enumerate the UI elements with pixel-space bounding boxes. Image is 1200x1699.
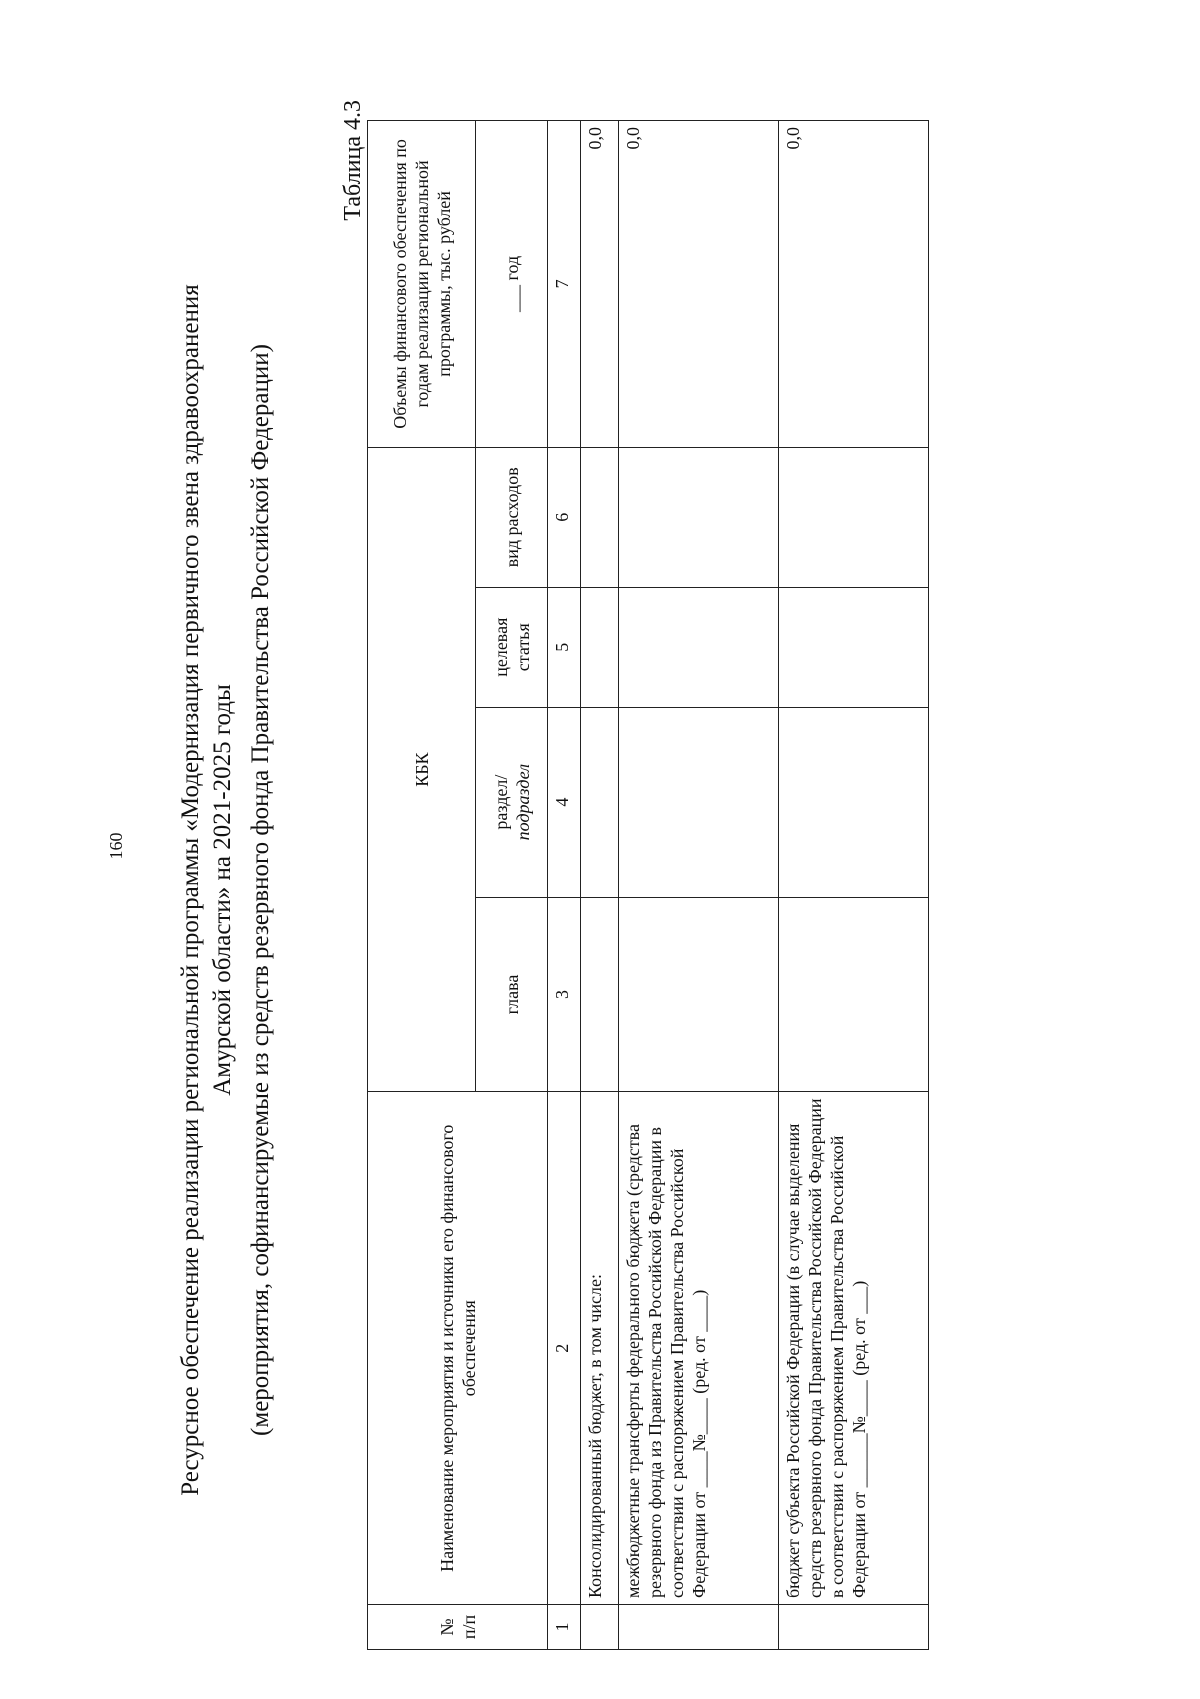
row-name: межбюджетные трансферты федерального бюджета (средства резервного фонда из Правительства Российской Федерации в соответствии с распоряжением Правительства Российской Федерации от ____№____ (ред. от ____) xyxy=(619,1092,779,1605)
row-num-cell xyxy=(581,1605,619,1650)
row-celevaya-cell xyxy=(779,587,929,707)
row-razdel-cell xyxy=(779,707,929,897)
column-number: 5 xyxy=(548,587,581,707)
column-number: 7 xyxy=(548,121,581,448)
title-line-1: Ресурсное обеспечение реализации региональной программы «Модернизация первичного звена здравоохранения xyxy=(177,284,204,1496)
row-glava-cell xyxy=(779,897,929,1092)
row-value: 0,0 xyxy=(581,121,619,448)
row-value: 0,0 xyxy=(619,121,779,448)
row-glava-cell xyxy=(581,897,619,1092)
row-vid-cell xyxy=(619,447,779,587)
header-name: Наименование мероприятия и источники его финансового обеспечения xyxy=(368,1092,548,1605)
header-razdel-line1: раздел/ xyxy=(490,774,511,830)
table-row xyxy=(779,121,929,1650)
title-line-3: (мероприятия, софинансируемые из средств резервного фонда Правительства Российской Федерации) xyxy=(247,344,274,1436)
title-line-2: Амурской области» на 2021-2025 годы xyxy=(209,684,236,1096)
table-label: Таблица 4.3 xyxy=(340,100,366,221)
header-razdel xyxy=(476,707,548,897)
row-num-cell xyxy=(619,1605,779,1650)
row-name: бюджет субъекта Российской Федерации (в случае выделения средств резервного фонда Правительства Российской Федерации в соответствии с распоряжением Правительства Российской Федерации от ______№____ (ред. от ___) xyxy=(779,1092,929,1605)
row-num-cell xyxy=(779,1605,929,1650)
document-title xyxy=(175,100,277,1680)
header-year: ___ год xyxy=(476,121,548,448)
column-number: 2 xyxy=(548,1092,581,1605)
header-num: № п/п xyxy=(368,1605,548,1650)
header-volumes: Объемы финансового обеспечения по годам реализации региональной программы, тыс. рублей xyxy=(368,121,476,448)
row-vid-cell xyxy=(581,447,619,587)
table-row xyxy=(619,121,779,1650)
resource-table xyxy=(367,120,929,1650)
row-razdel-cell xyxy=(581,707,619,897)
header-vid: вид расходов xyxy=(476,447,548,587)
row-glava-cell xyxy=(619,897,779,1092)
header-glava: глава xyxy=(476,897,548,1092)
landscape-page xyxy=(155,100,985,1680)
column-number: 6 xyxy=(548,447,581,587)
column-number: 4 xyxy=(548,707,581,897)
page-number: 160 xyxy=(106,832,126,860)
row-razdel-cell xyxy=(619,707,779,897)
row-celevaya-cell xyxy=(581,587,619,707)
row-value: 0,0 xyxy=(779,121,929,448)
row-name: Консолидированный бюджет, в том числе: xyxy=(581,1092,619,1605)
row-vid-cell xyxy=(779,447,929,587)
row-celevaya-cell xyxy=(619,587,779,707)
column-number-row xyxy=(548,121,581,1650)
table-row xyxy=(581,121,619,1650)
header-podrazdel: подраздел xyxy=(512,763,533,841)
header-celevaya: целевая статья xyxy=(476,587,548,707)
column-number: 1 xyxy=(548,1605,581,1650)
column-number: 3 xyxy=(548,897,581,1092)
header-kbk: КБК xyxy=(368,447,476,1092)
